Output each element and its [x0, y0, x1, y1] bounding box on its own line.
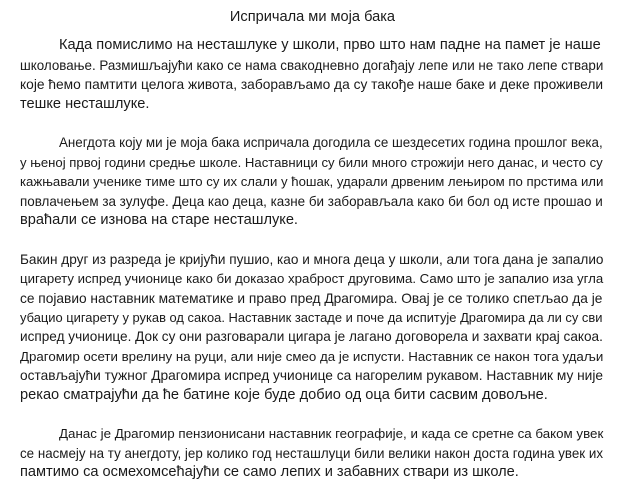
document-title: Испричала ми моја бака: [229, 9, 396, 25]
text-line: кажњавали ученике тиме што су их слали у ћошак, ударали дрвеним лењиром по прстима или: [20, 174, 604, 190]
text-line: остављајући тужног Драгомира испред учионице са нагорелим рукавом. Наставник му није: [20, 368, 604, 384]
text-line: у њеној првој години средње школе. Наставници су били много строжији него данас, и често су: [20, 154, 603, 170]
text-line: враћали се изнова на старе несташлуке.: [20, 212, 298, 229]
text-line: испред учионице. Док су они разговарали цигара је лагано договорела и захвати крај сакоа.: [20, 329, 603, 345]
text-line: школовање. Размишљајући како се нама свакодневно догађају лепе или не тако лепе ствари: [20, 57, 604, 73]
paragraph-3: [20, 250, 605, 405]
paragraph-4: [20, 424, 605, 482]
text-line: Анегдота коју ми је моја бака испричала догодила се шездесетих година прошлог века,: [59, 135, 603, 151]
text-line: рекао сматрајући да ће батине које буде добио од оца бити сасвим довољне.: [20, 386, 548, 403]
text-line: повлачењем за зулуфе. Деца као деца, казне би заборављала како би бол од исте прошао и: [20, 193, 603, 209]
text-line: памтимо са осмехомсећајући се само лепих и забавних ствари из школе.: [20, 464, 519, 481]
text-line: Данас је Драгомир пензионисани наставник географије, и када се сретне са баком увек: [59, 426, 604, 442]
text-line: се насмеју на ту анегдоту, јер колико год несташлуци били велики након доста година увек их: [20, 445, 604, 461]
text-line: Драгомир осети врелину на руци, али није смео да је испусти. Наставник се након тога удаљи: [20, 348, 604, 364]
text-line: тешке несташлуке.: [20, 95, 150, 112]
text-line: Када помислимо на несташлуке у школи, прво што нам падне на памет је наше: [59, 37, 601, 54]
paragraph-2: [20, 133, 605, 230]
text-line: убацио цигарету у рукав од сакоа. Наставник застаде и поче да испитује Драгомира да ли су сви: [20, 310, 603, 326]
paragraph-1: [20, 36, 605, 114]
text-line: цигарету испред учионице како би доказао храброст друговима. Само што је запалио иза угла: [20, 271, 604, 287]
text-line: се појавио наставник математике и право пред Драгомира. Овај је се толико спетљао да је: [20, 290, 603, 306]
text-line: Бакин друг из разреда је кријући пушио, као и многа деца у школи, али тога дана је запалио: [20, 251, 604, 267]
text-line: које ћемо памтити целога живота, заборављамо да су такође наше баке и деке проживели: [20, 77, 604, 93]
